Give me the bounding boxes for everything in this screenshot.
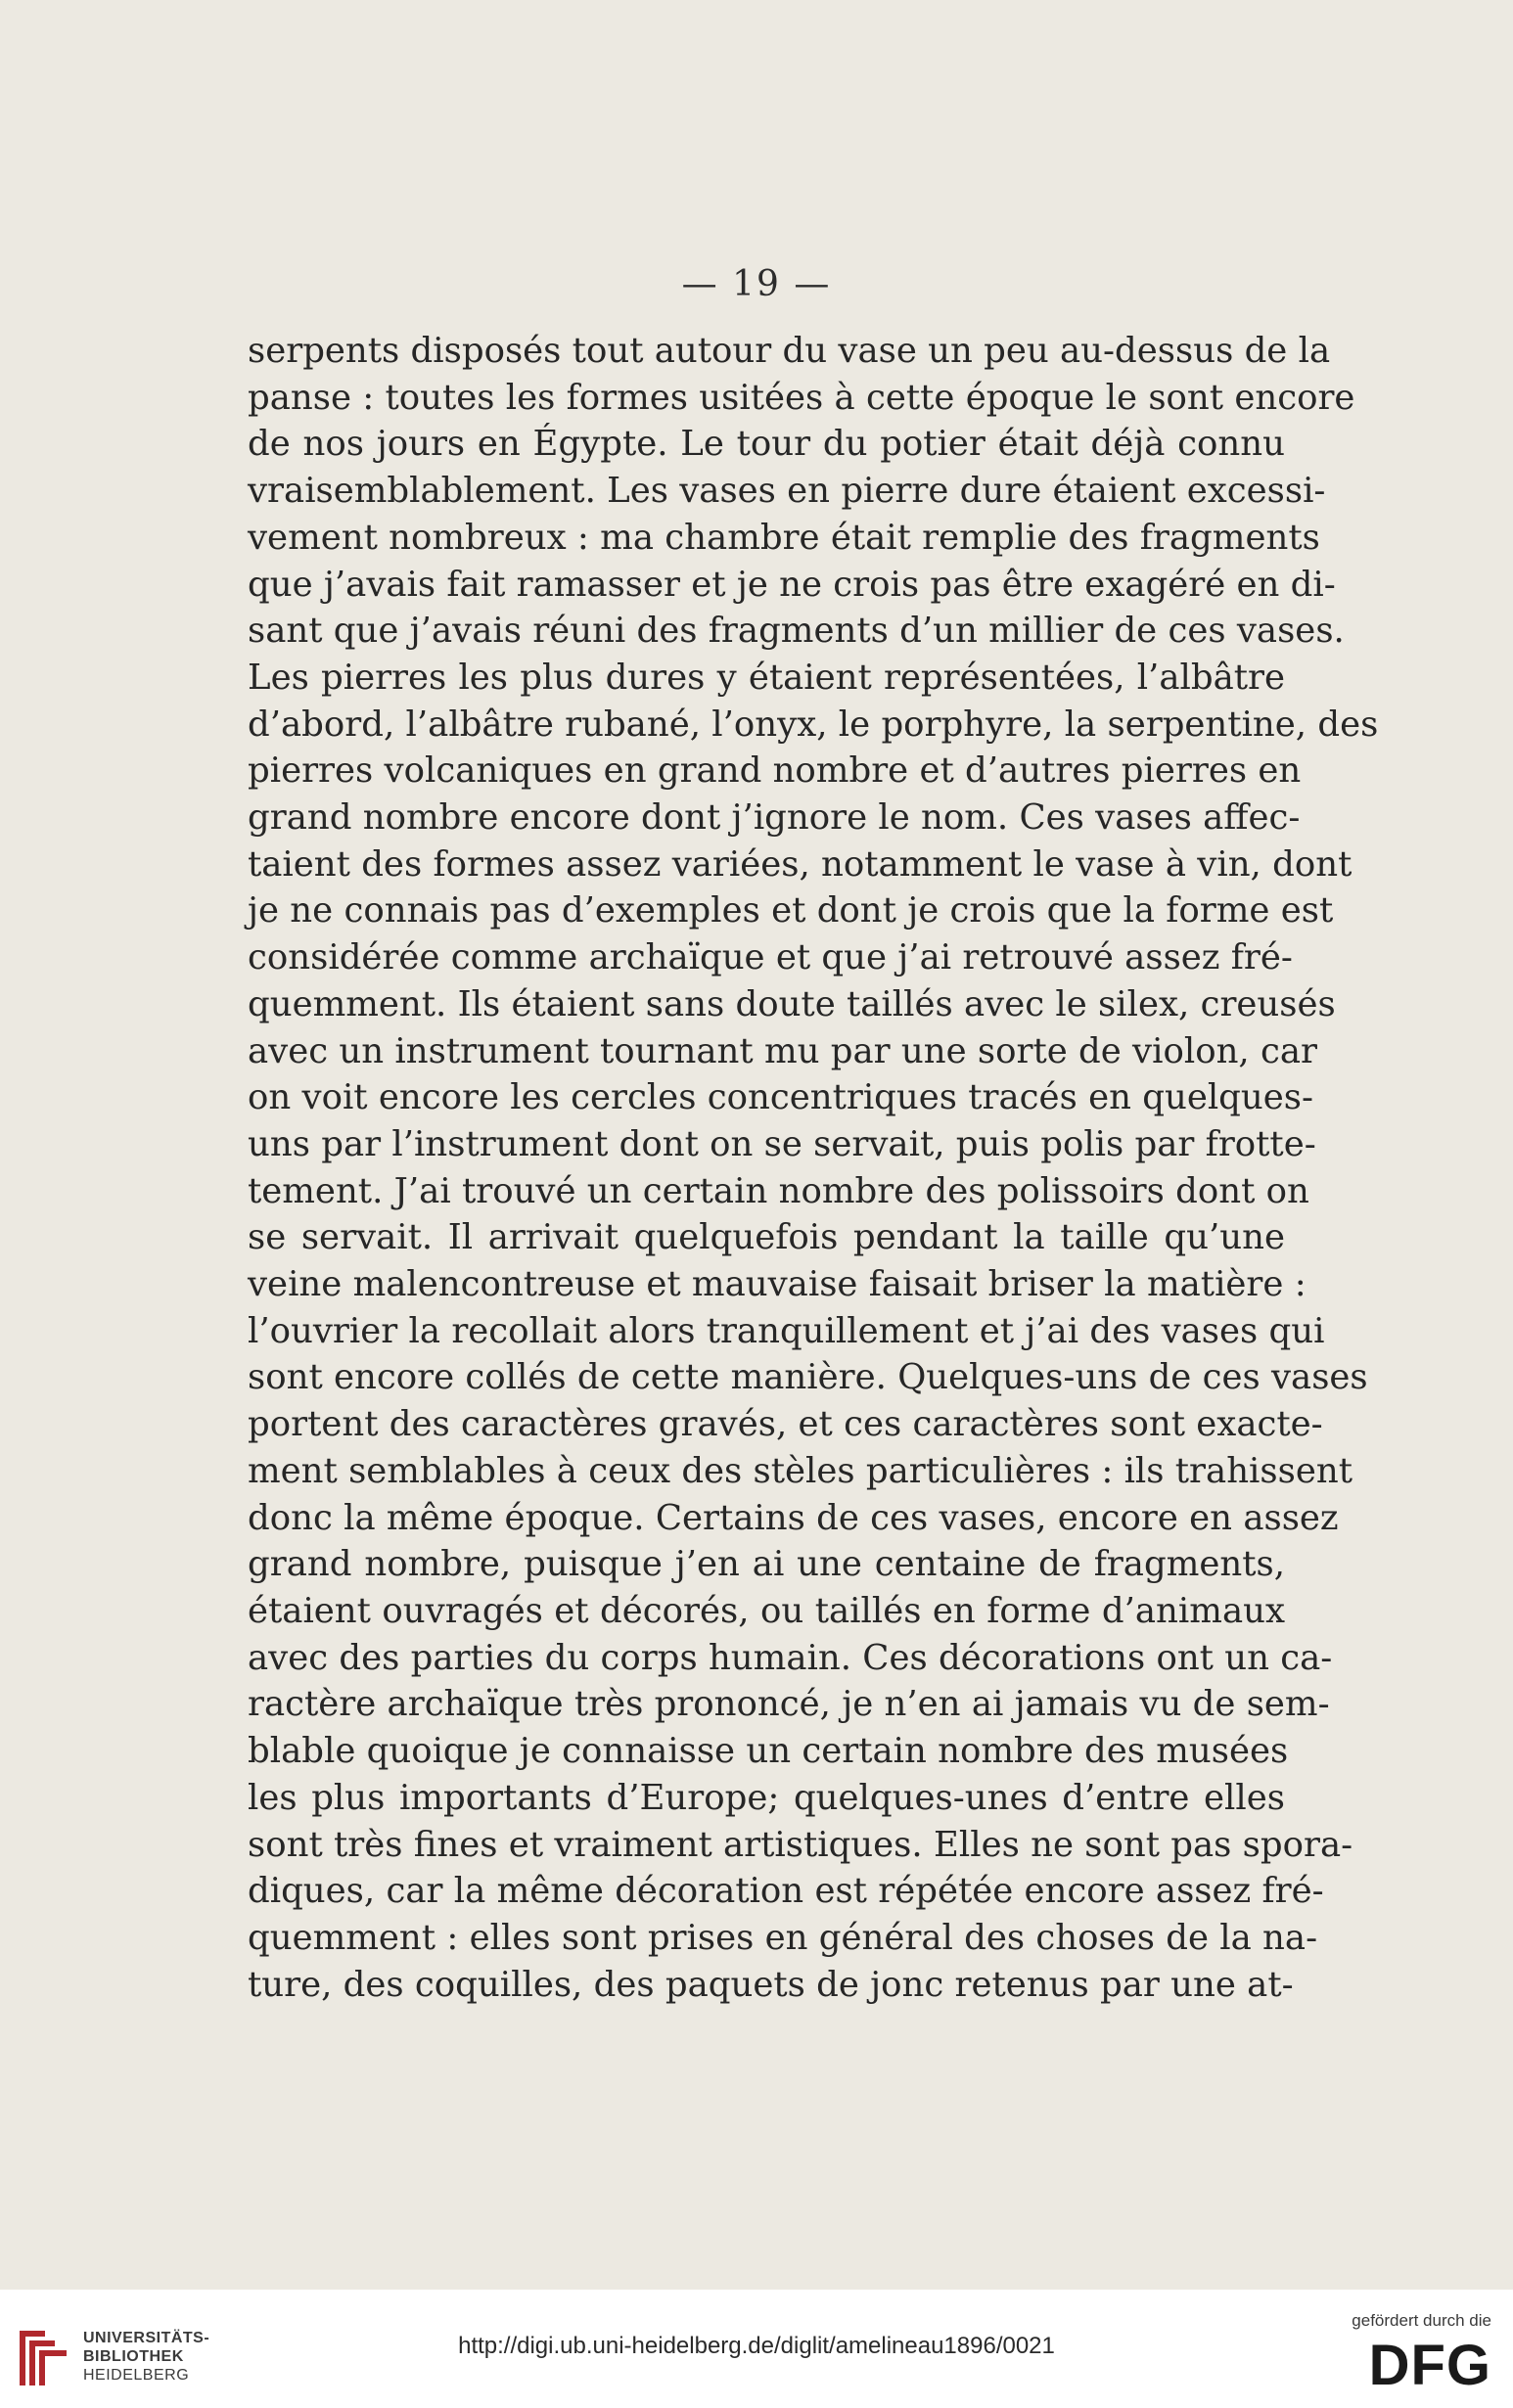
document-url-link[interactable]: http://digi.ub.uni-heidelberg.de/diglit/amelineau1896/0021 <box>458 2333 1055 2359</box>
text-line: sant que j’avais réuni des fragments d’un millier de ces vases. <box>248 611 1345 652</box>
text-line: veine malencontreuse et mauvaise faisait briser la matière : <box>248 1264 1307 1305</box>
text-line: grand nombre encore dont j’ignore le nom. Ces vases affec- <box>248 797 1301 839</box>
text-line: grand nombre, puisque j’en ai une centaine de fragments, <box>248 1544 1285 1585</box>
text-line: avec un instrument tournant mu par une sorte de violon, car <box>248 1030 1318 1071</box>
funder-caption: gefördert durch die <box>1352 2311 1491 2330</box>
library-name-line: HEIDELBERG <box>83 2367 190 2384</box>
text-line: l’ouvrier la recollait alors tranquillement et j’ai des vases qui <box>248 1310 1325 1351</box>
text-line: quemment : elles sont prises en général des choses de la na- <box>248 1917 1318 1958</box>
text-line: sont encore collés de cette manière. Quelques-uns de ces vases <box>248 1357 1368 1398</box>
body-text <box>248 328 1379 2008</box>
text-line: taient des formes assez variées, notamment le vase à vin, dont <box>248 843 1353 885</box>
text-line: vement nombreux : ma chambre était remplie des fragments <box>248 517 1320 558</box>
library-name-line: BIBLIOTHEK <box>83 2348 184 2365</box>
text-line: quemment. Ils étaient sans doute taillés avec le silex, creusés <box>248 983 1336 1024</box>
funder-logo: DFG <box>1368 2334 1491 2397</box>
text-line: de nos jours en Égypte. Le tour du potier était déjà connu <box>248 424 1285 465</box>
text-line: serpents disposés tout autour du vase un peu au-dessus de la <box>248 331 1331 371</box>
footer <box>0 2290 1513 2408</box>
text-line: que j’avais fait ramasser et je ne crois pas être exagéré en di- <box>248 564 1336 605</box>
text-line: uns par l’instrument dont on se servait, puis polis par frotte- <box>248 1123 1316 1164</box>
text-line: donc la même époque. Certains de ces vases, encore en assez <box>248 1497 1339 1538</box>
page-number: — 19 — <box>681 264 832 304</box>
text-line: ture, des coquilles, des paquets de jonc retenus par une at- <box>248 1964 1294 2005</box>
text-line: ment semblables à ceux des stèles particulières : ils trahissent <box>248 1450 1353 1491</box>
text-line: portent des caractères gravés, et ces caractères sont exacte- <box>248 1404 1323 1445</box>
text-line: on voit encore les cercles concentriques tracés en quelques- <box>248 1077 1313 1118</box>
text-line: tement. J’ai trouvé un certain nombre des polissoirs dont on <box>248 1170 1309 1211</box>
text-line: blable quoique je connaisse un certain nombre des musées <box>248 1731 1289 1772</box>
text-line: se servait. Il arrivait quelquefois pendant la taille qu’une <box>248 1217 1285 1258</box>
text-line: sont très fines et vraiment artistiques. Elles ne sont pas spora- <box>248 1824 1353 1865</box>
text-line: avec des parties du corps humain. Ces décorations ont un ca- <box>248 1637 1333 1678</box>
text-line: vraisemblablement. Les vases en pierre dure étaient excessi- <box>248 471 1326 512</box>
text-line: étaient ouvragés et décorés, ou taillés en forme d’animaux <box>248 1590 1285 1631</box>
text-line: ractère archaïque très prononcé, je n’en ai jamais vu de sem- <box>248 1684 1330 1725</box>
library-name-line: UNIVERSITÄTS- <box>83 2330 210 2346</box>
text-line: diques, car la même décoration est répétée encore assez fré- <box>248 1871 1324 1912</box>
text-line: pierres volcaniques en grand nombre et d’autres pierres en <box>248 750 1302 792</box>
text-line: panse : toutes les formes usitées à cette époque le sont encore <box>248 377 1355 418</box>
text-line: considérée comme archaïque et que j’ai retrouvé assez fré- <box>248 937 1293 978</box>
text-line: d’abord, l’albâtre rubané, l’onyx, le porphyre, la serpentine, des <box>248 704 1379 745</box>
text-line: je ne connais pas d’exemples et dont je crois que la forme est <box>248 890 1334 931</box>
text-line: Les pierres les plus dures y étaient représentées, l’albâtre <box>248 657 1285 698</box>
text-line: les plus importants d’Europe; quelques-unes d’entre elles <box>248 1777 1285 1818</box>
